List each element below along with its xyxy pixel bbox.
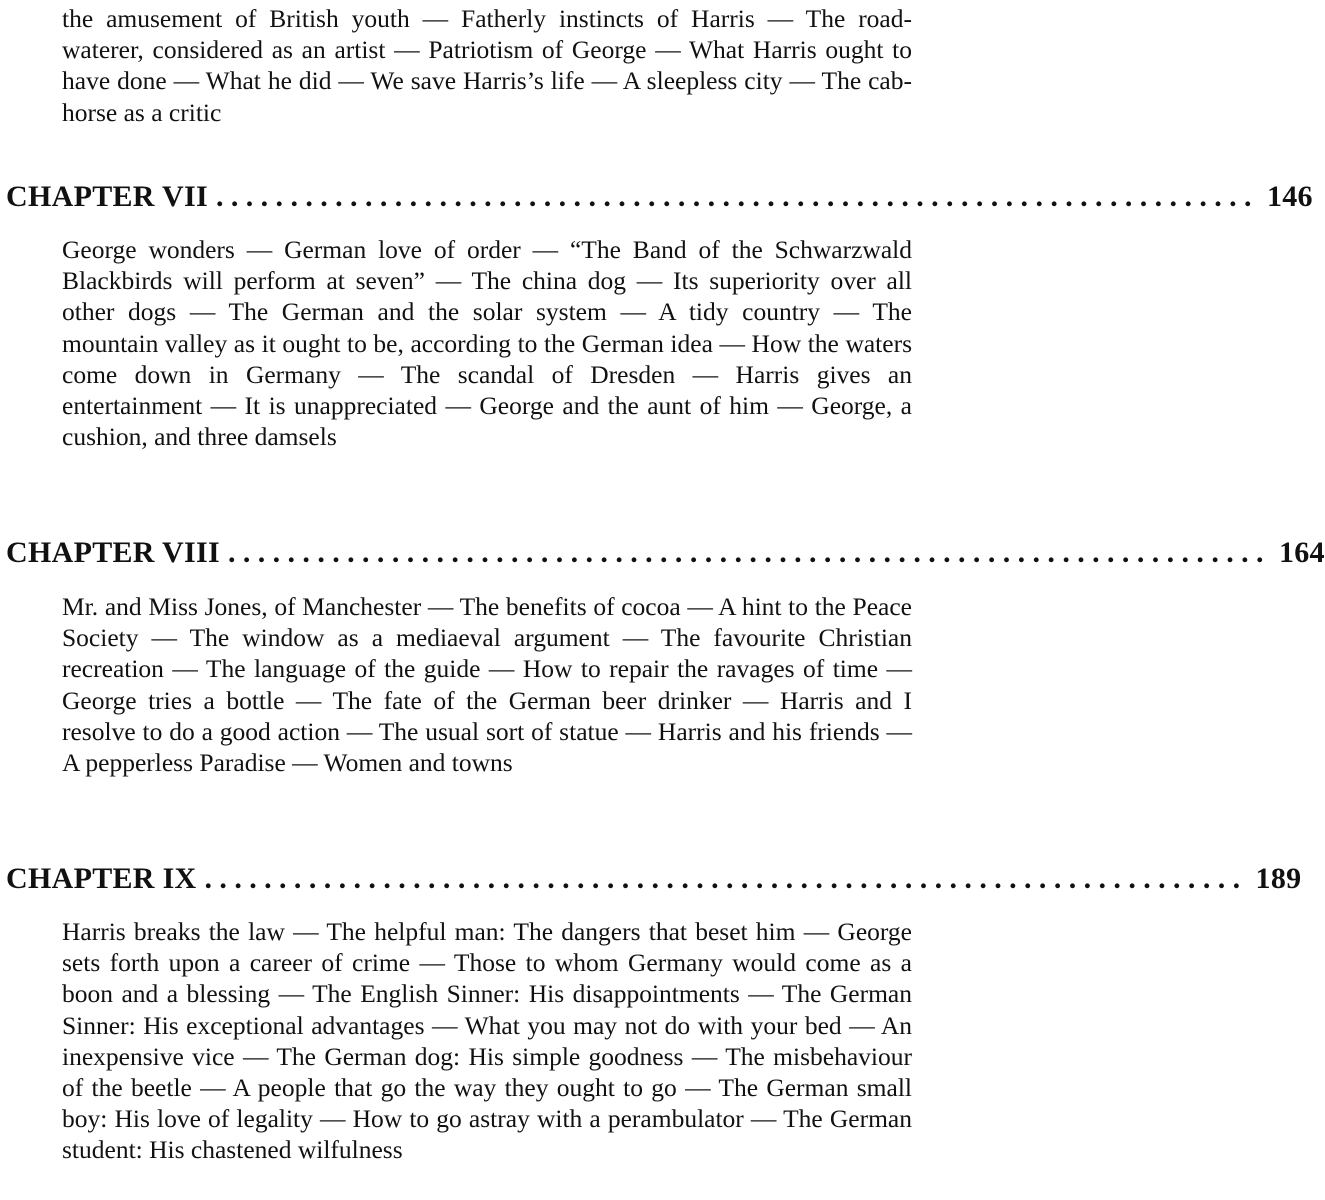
chapter-heading-vii [6,180,1313,220]
chapter-summary-viii: Mr. and Miss Jones, of Manchester — The benefits of cocoa — A hint to the Peace Society — The window as a mediaeval argument — The favourite Christian recreation — The language of the guide — How to repair the ravages of time — George tries a bottle — The fate of the German beer drinker — Harris and I resolve to do a good action — The usual sort of statue — Harris and his friends — A pepperless Paradise — Women and towns [62,592,912,778]
chapter-summary-ix: Harris breaks the law — The helpful man: The dangers that beset him — George sets forth upon a career of crime — Those to whom Germany would come as a boon and a blessing — The English Sinner: His disappointments — The German Sinner: His exceptional advantages — What you may not do with your bed — An inexpensive vice — The German dog: His simple goodness — The misbehaviour of the beetle — A people that go the way they ought to go — The German small boy: His love of legality — How to go astray with a perambulator — The German student: His chastened wilfulness [62,917,912,1165]
chapter-page-number: 164 [1278,536,1325,569]
dot-leader: ...................................................................... [215,180,1259,213]
chapter-title: CHAPTER VII [6,180,208,213]
chapter-page-number: 146 [1266,180,1313,213]
chapter-title: CHAPTER IX [6,862,197,895]
dot-leader: ...................................................................... [204,862,1248,895]
chapter-heading-ix [6,862,1302,902]
chapter-heading-viii [6,536,1325,576]
chapter-page-number: 189 [1255,862,1302,895]
dot-leader: ...................................................................... [227,536,1271,569]
chapter-summary-vii: George wonders — German love of order — “The Band of the Schwarzwald Blackbirds will perform at seven” — The china dog — Its superiority over all other dogs — The German and the solar system — A tidy country — The mountain valley as it ought to be, according to the German idea — How the waters come down in Germany — The scandal of Dresden — Harris gives an entertainment — It is unappreciated — George and the aunt of him — George, a cushion, and three damsels [62,235,912,452]
chapter-title: CHAPTER VIII [6,536,220,569]
intro-summary: the amusement of British youth — Fatherly instincts of Harris — The road-waterer, considered as an artist — Patriotism of George — What Harris ought to have done — What he did — We save Harris’s life — A sleepless city — The cab-horse as a critic [62,4,912,127]
